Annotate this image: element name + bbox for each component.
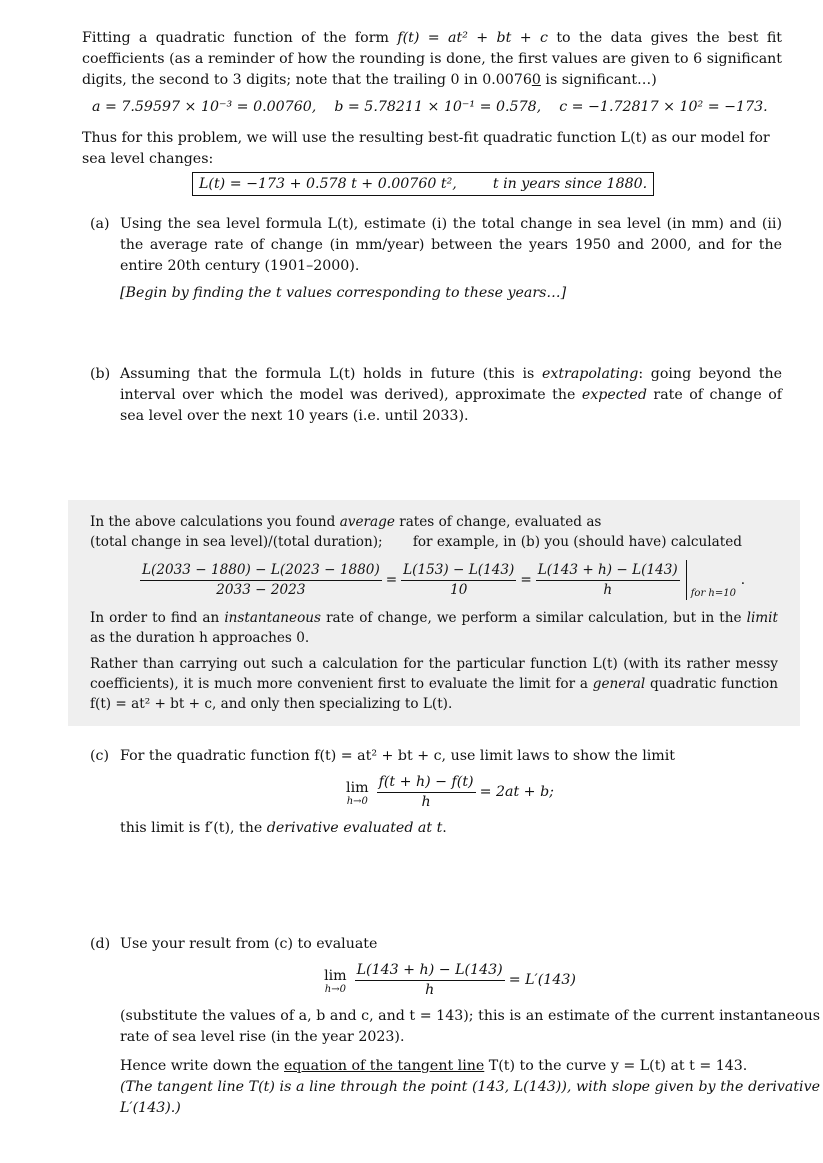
- grey-line2-b: for example, in (b) you (should have) calculated: [412, 534, 742, 550]
- coef-c: c = −1.72817 × 10² = −173.: [559, 99, 768, 115]
- intro-text-3: is significant…): [540, 72, 657, 88]
- coef-a: a = 7.59597 × 10⁻³ = 0.00760,: [92, 99, 317, 115]
- coef-b: b = 5.78211 × 10⁻¹ = 0.578,: [334, 99, 542, 115]
- grey-para-2: [90, 608, 778, 648]
- part-b-text-3: rate of change of sea level over the next 10 years (i.e. until 2033).: [120, 387, 783, 424]
- grey-emph-instantaneous: instantaneous: [224, 610, 322, 626]
- grey-info-box: [68, 500, 800, 726]
- part-c-lim-word: lim: [346, 779, 369, 796]
- part-d-fraction: [355, 961, 505, 1000]
- part-c-fraction: [377, 773, 476, 812]
- intro-underlined-zero: 0: [531, 72, 541, 88]
- part-d-para-2: (substitute the values of a, b and c, and t = 143); this is an estimate of the current instantaneous rate of sea level rise (in the year 2023).: [120, 1008, 820, 1045]
- average-rate-equation: $\frac{L(2033 - 1880) - L(2023 - 1880)}{2033 - 2023}$ = $\frac{L(153) - L(143)}{10}$ = $\frac{L(143 + h) - L(143)}{h}$ for h=10 .: [136, 560, 778, 600]
- model-note: t in years since 1880.: [492, 176, 648, 192]
- part-b: [82, 364, 782, 427]
- fraction-t-num: L(153) − L(143): [401, 561, 516, 581]
- part-d-p3-text-2: T(t) to the curve y = L(t) at t = 143.: [484, 1058, 748, 1074]
- part-a-label: (a): [90, 216, 110, 232]
- part-c-lim: [346, 779, 369, 807]
- part-d-lim-word: lim: [324, 967, 347, 984]
- grey-emph-limit: limit: [746, 610, 778, 626]
- fraction-t-values: [401, 561, 516, 600]
- model-formula-box: [192, 172, 654, 196]
- part-c-after-emph: derivative evaluated at t: [266, 820, 443, 836]
- grey-p2-text-2: rate of change, we perform a similar calculation, but in the: [321, 610, 747, 626]
- part-c-rhs: = 2at + b;: [479, 784, 554, 800]
- grey-para-1: [90, 512, 778, 532]
- fraction-h: [536, 561, 680, 600]
- part-b-text-1: Assuming that the formula L(t) holds in future (this is: [120, 366, 542, 382]
- fraction-years: [140, 561, 382, 600]
- part-c-text: For the quadratic function f(t) = at² + bt + c, use limit laws to show the limit: [120, 748, 675, 764]
- part-c-after-1: this limit is f′(t), the: [120, 820, 267, 836]
- grey-para-1-line2: [90, 532, 778, 552]
- grey-p2-text-1: In order to find an: [90, 610, 225, 626]
- part-d-para-4: (The tangent line T(t) is a line through the point (143, L(143)), with slope given by the derivative L′(143).): [120, 1079, 820, 1116]
- part-d-lim-sub: h→0: [324, 983, 346, 995]
- model-box-row: [82, 172, 782, 196]
- evaluation-bar: [686, 560, 736, 600]
- part-c-limit-equation: [80, 773, 820, 812]
- part-c-lim-sub: h→0: [346, 795, 368, 807]
- part-d: [82, 934, 820, 1119]
- part-d-rhs: = L′(143): [508, 972, 576, 988]
- part-d-p3-text-1: Hence write down the: [120, 1058, 284, 1074]
- part-a-text: Using the sea level formula L(t), estimate (i) the total change in sea level (in mm) and (ii) the average rate of change (in mm/year) between the years 1950 and 2000, and for the entire 20th century (1901–2000).: [120, 216, 782, 274]
- part-c-den: h: [421, 794, 431, 810]
- part-c-num: f(t + h) − f(t): [377, 773, 476, 793]
- grey-text-1: In the above calculations you found: [90, 514, 340, 530]
- fraction-t-den: 10: [450, 581, 468, 598]
- model-formula: L(t) = −173 + 0.578 t + 0.00760 t²,: [199, 176, 457, 192]
- grey-emph-general: general: [592, 676, 646, 692]
- grey-emph-average: average: [339, 514, 395, 530]
- intro-text-2: to the data gives the best fit coefficients (as a reminder of how the rounding is done, the first values are given to 6 significant digits, the second to 3 digits; note that the trailing 0 in 0.0076: [82, 30, 782, 88]
- part-a: [82, 214, 782, 304]
- part-d-lim: [324, 967, 347, 995]
- part-c-label: (c): [90, 748, 110, 764]
- model-intro-paragraph: Thus for this problem, we will use the resulting best-fit quadratic function L(t) as our model for sea level changes:: [82, 130, 770, 167]
- part-b-emph-2: expected: [581, 387, 647, 403]
- coefficients-line: [92, 97, 782, 118]
- fraction-years-den: 2033 − 2023: [216, 581, 306, 598]
- worksheet-page: [82, 28, 820, 1116]
- part-d-text: Use your result from (c) to evaluate: [120, 936, 378, 952]
- grey-p3-text-2: quadratic function f(t) = at² + bt + c, and only then specializing to L(t).: [90, 676, 778, 712]
- part-d-label: (d): [90, 936, 111, 952]
- evaluation-note: for h=10: [690, 588, 736, 599]
- fraction-years-num: L(2033 − 1880) − L(2023 − 1880): [140, 561, 382, 581]
- part-b-label: (b): [90, 366, 111, 382]
- grey-line2-a: (total change in sea level)/(total duration);: [90, 534, 383, 550]
- part-d-para-3: [120, 1056, 820, 1077]
- part-c-after-2: .: [442, 820, 447, 836]
- part-b-text: [120, 364, 782, 427]
- part-d-num: L(143 + h) − L(143): [355, 961, 505, 981]
- grey-p3-text-1: Rather than carrying out such a calculation for the particular function L(t) (with its rather messy coefficients), it is much more convenient first to evaluate the limit for a: [90, 656, 778, 692]
- intro-text-1: Fitting a quadratic function of the form: [82, 30, 398, 46]
- part-b-emph-1: extrapolating: [541, 366, 639, 382]
- part-d-limit-equation: [80, 961, 820, 1000]
- part-b-text-2: : going beyond the interval over which the model was derived), approximate the: [120, 366, 782, 403]
- grey-p2-text-3: as the duration h approaches 0.: [90, 630, 310, 646]
- grey-text-2: rates of change, evaluated as: [394, 514, 602, 530]
- fraction-h-den: h: [603, 581, 613, 598]
- part-a-hint: [Begin by finding the t values corresponding to these years…]: [120, 285, 567, 301]
- grey-para-3: [90, 654, 778, 714]
- fraction-h-num: L(143 + h) − L(143): [536, 561, 680, 581]
- intro-formula: f(t) = at² + bt + c: [397, 30, 548, 46]
- intro-paragraph: [82, 28, 782, 91]
- part-c-after: [120, 818, 820, 839]
- part-d-den: h: [425, 982, 435, 998]
- part-c: [82, 746, 820, 839]
- tangent-line-link[interactable]: equation of the tangent line: [284, 1058, 485, 1074]
